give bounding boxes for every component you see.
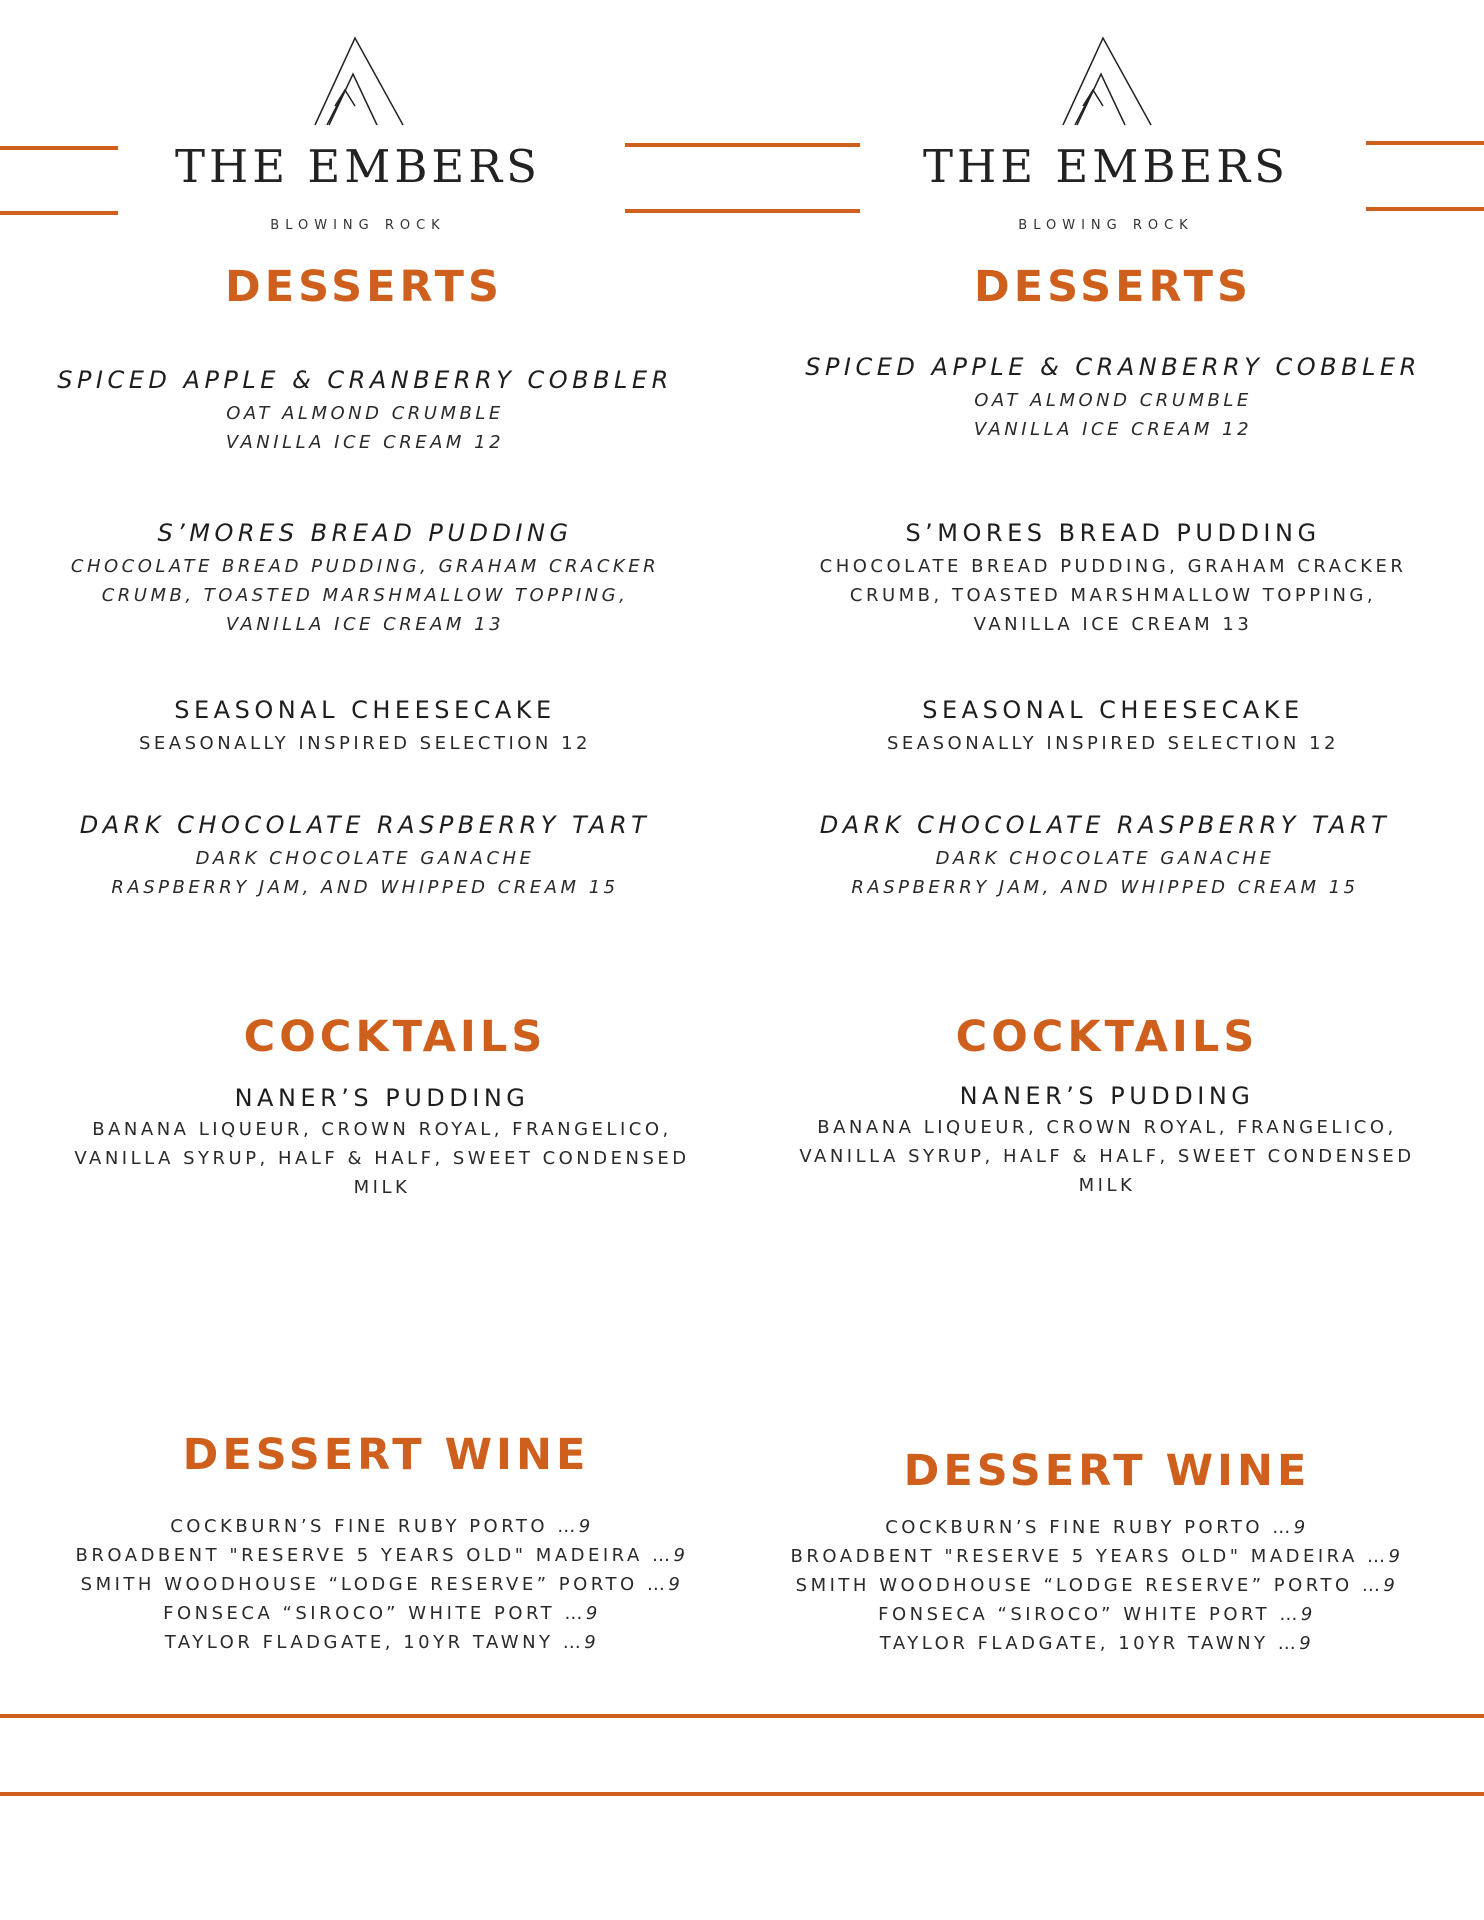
footer-rule-bottom [0,1792,1484,1796]
brand-name: THE EMBERS [923,140,1289,193]
wine-price: 9 [585,1603,601,1624]
wine-item [726,1629,1468,1658]
dessert-item [742,352,1484,444]
dessert-item [0,810,736,902]
wine-price: 9 [584,1632,600,1653]
wine-name: FONSECA “SIROCO” WHITE PORT … [878,1604,1301,1625]
wine-name: SMITH WOODHOUSE “LODGE RESERVE” PORTO … [795,1575,1384,1596]
dessert-name: DARK CHOCOLATE RASPBERRY TART [819,811,1391,839]
dessert-name: SPICED APPLE & CRANBERRY COBBLER [805,353,1421,381]
wine-price: 9 [1300,1604,1316,1625]
wine-name: TAYLOR FLADGATE, 10YR TAWNY … [879,1633,1300,1654]
cocktail-description: BANANA LIQUEUR, CROWN ROYAL, FRANGELICO, VANILLA SYRUP, HALF & HALF, SWEET CONDENSED MILK [799,1117,1415,1196]
wine-name: SMITH WOODHOUSE “LODGE RESERVE” PORTO … [80,1574,669,1595]
wine-name: TAYLOR FLADGATE, 10YR TAWNY … [164,1632,585,1653]
brand-location: BLOWING ROCK [1018,218,1194,233]
cocktail-name: NANER’S PUDDING [234,1084,530,1112]
wine-price: 9 [1383,1575,1399,1596]
wine-name: FONSECA “SIROCO” WHITE PORT … [163,1603,586,1624]
wine-list [11,1512,753,1657]
wine-name: COCKBURN’S FINE RUBY PORTO … [170,1516,579,1537]
cocktail-description: BANANA LIQUEUR, CROWN ROYAL, FRANGELICO, VANILLA SYRUP, HALF & HALF, SWEET CONDENSED MILK [74,1119,690,1198]
section-heading-desserts: DESSERTS [225,262,503,312]
mountain-peaks-icon [307,36,407,130]
dessert-name: S’MORES BREAD PUDDING [905,519,1321,547]
dessert-description: SEASONALLY INSPIRED SELECTION 12 [138,733,592,754]
wine-name: BROADBENT "RESERVE 5 YEARS OLD" MADEIRA … [75,1545,674,1566]
section-heading-cocktails: COCKTAILS [243,1012,547,1062]
dessert-description: CHOCOLATE BREAD PUDDING, GRAHAM CRACKER CRUMB, TOASTED MARSHMALLOW TOPPING, VANILLA ICE CREAM 13 [819,556,1407,635]
dessert-description: OAT ALMOND CRUMBLE VANILLA ICE CREAM 12 [225,403,505,453]
dessert-name: SPICED APPLE & CRANBERRY COBBLER [57,366,673,394]
wine-item [11,1628,753,1657]
wine-price: 9 [1293,1517,1309,1538]
wine-price: 9 [668,1574,684,1595]
wine-price: 9 [578,1516,594,1537]
menu-left [0,0,742,1700]
cocktail-item [736,1081,1478,1200]
dessert-description: SEASONALLY INSPIRED SELECTION 12 [886,733,1340,754]
wine-price: 9 [1388,1546,1404,1567]
dessert-name: SEASONAL CHEESECAKE [922,696,1304,724]
dessert-description: DARK CHOCOLATE GANACHE RASPBERRY JAM, AND WHIPPED CREAM 15 [111,848,619,898]
dessert-description: OAT ALMOND CRUMBLE VANILLA ICE CREAM 12 [973,390,1253,440]
dessert-description: DARK CHOCOLATE GANACHE RASPBERRY JAM, AND WHIPPED CREAM 15 [851,848,1359,898]
wine-item [726,1542,1468,1571]
menu-right [742,0,1484,1700]
wine-item [11,1512,753,1541]
wine-item [11,1599,753,1628]
wine-name: BROADBENT "RESERVE 5 YEARS OLD" MADEIRA … [790,1546,1389,1567]
wine-item [726,1513,1468,1542]
wine-name: COCKBURN’S FINE RUBY PORTO … [885,1517,1294,1538]
dessert-item [0,365,736,457]
dessert-name: DARK CHOCOLATE RASPBERRY TART [79,811,651,839]
mountain-peaks-icon [1055,36,1155,130]
section-heading-desserts: DESSERTS [974,262,1252,312]
dessert-item [742,695,1484,758]
dessert-item [0,518,736,639]
dessert-item [734,810,1476,902]
brand-location: BLOWING ROCK [270,218,446,233]
wine-item [11,1570,753,1599]
footer-rule-top [0,1714,1484,1718]
wine-item [11,1541,753,1570]
section-heading-dessert-wine: DESSERT WINE [903,1446,1311,1496]
wine-item [726,1571,1468,1600]
brand-name: THE EMBERS [175,140,541,193]
dessert-name: S’MORES BREAD PUDDING [157,519,573,547]
dessert-description: CHOCOLATE BREAD PUDDING, GRAHAM CRACKER CRUMB, TOASTED MARSHMALLOW TOPPING, VANILLA ICE CREAM 13 [70,556,660,635]
section-heading-dessert-wine: DESSERT WINE [182,1430,590,1480]
cocktail-item [11,1083,753,1202]
wine-price: 9 [673,1545,689,1566]
dessert-name: SEASONAL CHEESECAKE [174,696,556,724]
wine-list [726,1513,1468,1658]
cocktail-name: NANER’S PUDDING [959,1082,1255,1110]
wine-item [726,1600,1468,1629]
dessert-item [0,695,736,758]
dessert-item [742,518,1484,639]
wine-price: 9 [1299,1633,1315,1654]
section-heading-cocktails: COCKTAILS [955,1012,1259,1062]
